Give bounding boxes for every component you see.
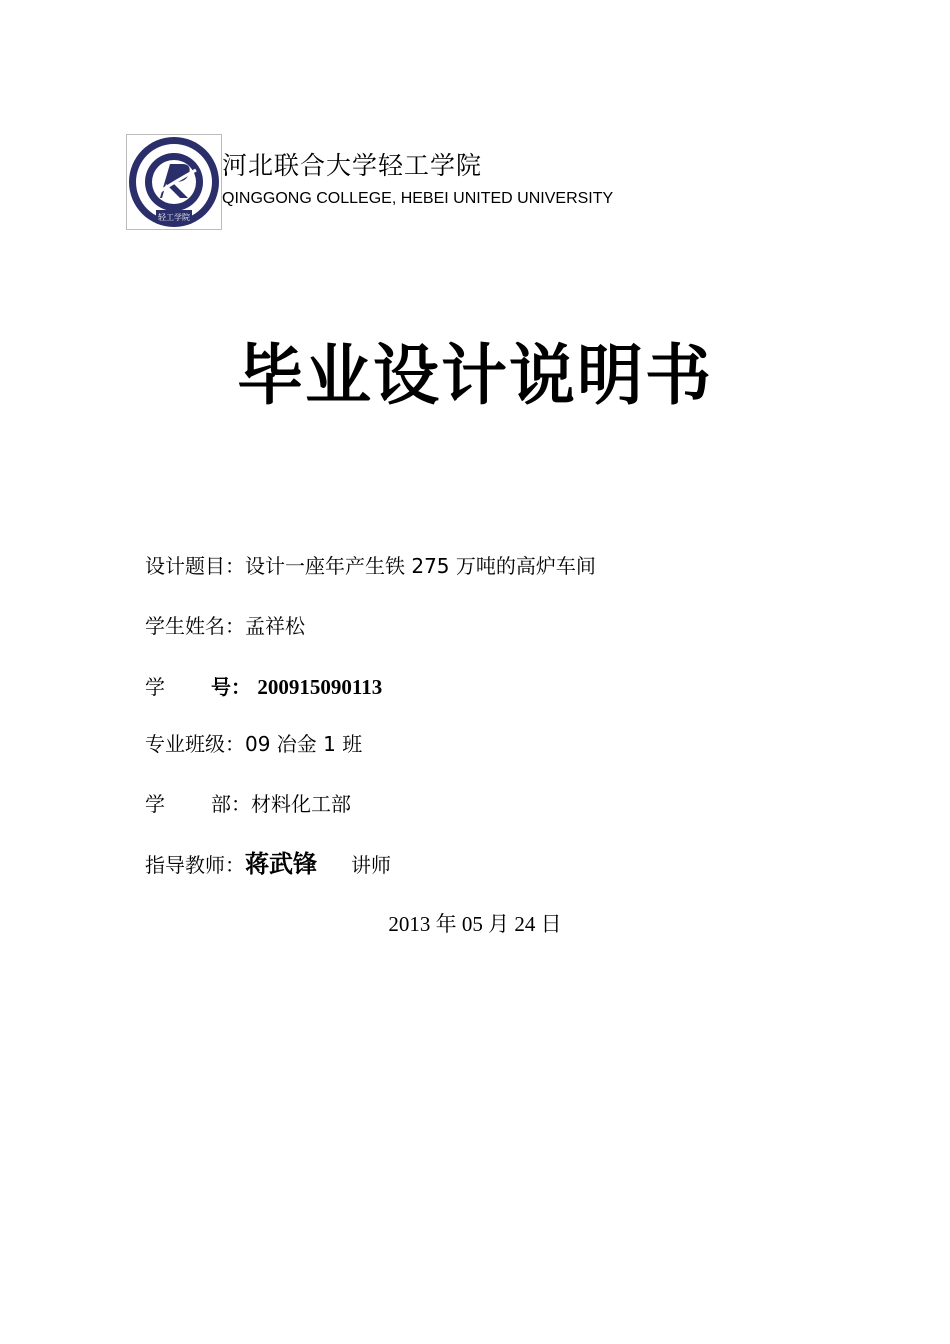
document-title: 毕业设计说明书 xyxy=(237,337,713,414)
field-student-label: 学生姓名： xyxy=(145,614,245,638)
field-student-value: 孟祥松 xyxy=(245,614,305,638)
field-student-id xyxy=(145,673,382,701)
college-logo xyxy=(126,134,222,230)
field-student-id-label-a: 学 xyxy=(145,675,165,699)
field-advisor xyxy=(145,850,391,879)
field-student-id-label-b: 号： xyxy=(211,675,251,699)
field-class xyxy=(145,730,362,758)
field-advisor-rank: 讲师 xyxy=(351,853,391,877)
field-class-label: 专业班级： xyxy=(145,732,245,756)
field-topic xyxy=(145,552,596,580)
logo-bottom-text: 轻工学院 xyxy=(158,213,190,222)
field-department-value: 材料化工部 xyxy=(251,792,351,816)
college-seal-icon xyxy=(126,134,222,230)
field-topic-label: 设计题目： xyxy=(145,554,245,578)
college-name-en: QINGGONG COLLEGE, HEBEI UNITED UNIVERSITY xyxy=(222,190,614,207)
field-department-label-b: 部： xyxy=(211,792,251,816)
field-class-value: 09 冶金 1 班 xyxy=(245,732,363,756)
document-date: 2013 年 05 月 24 日 xyxy=(388,912,562,936)
field-student-id-value: 200915090113 xyxy=(257,675,383,699)
college-name-cn: 河北联合大学轻工学院 xyxy=(222,151,483,180)
field-advisor-name: 蒋武锋 xyxy=(245,850,317,878)
field-advisor-label: 指导教师： xyxy=(145,853,245,877)
field-student xyxy=(145,612,305,640)
field-topic-value: 设计一座年产生铁 275 万吨的高炉车间 xyxy=(245,554,596,578)
field-department-label-a: 学 xyxy=(145,792,165,816)
field-department xyxy=(145,790,351,818)
